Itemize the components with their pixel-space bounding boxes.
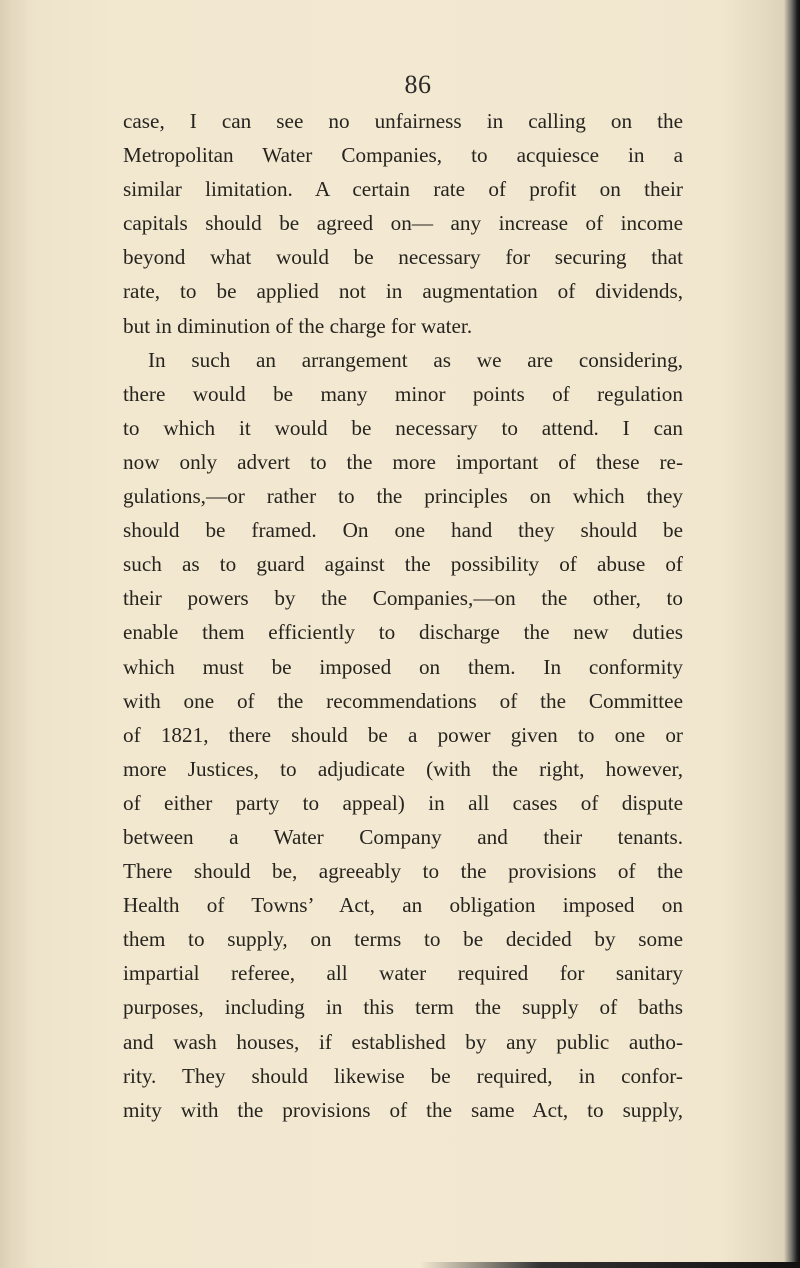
text-line: Health of Towns’ Act, an obligation imposed on — [123, 893, 683, 918]
text-line: impartial referee, all water required for sanitary — [123, 961, 683, 986]
page-bottom-edge — [420, 1262, 800, 1268]
text-line: of either party to appeal) in all cases of dispute — [123, 790, 683, 815]
text-line: them to supply, on terms to be decided by some — [123, 927, 683, 952]
paragraph-start-line: In such an arrangement as we are considering, — [148, 347, 683, 372]
text-line: similar limitation. A certain rate of profit on their — [123, 177, 683, 202]
text-line: There should be, agreeably to the provisions of the — [123, 859, 683, 884]
text-line: enable them efficiently to discharge the new duties — [123, 620, 683, 645]
text-line: gulations,—or rather to the principles on which they — [123, 484, 683, 509]
body-text — [123, 104, 683, 1127]
text-line: but in diminution of the charge for water. — [123, 313, 473, 338]
text-line: rity. They should likewise be required, in confor- — [123, 1063, 683, 1088]
text-line: there would be many minor points of regulation — [123, 381, 683, 406]
text-line: now only advert to the more important of these re- — [123, 449, 683, 474]
text-line: rate, to be applied not in augmentation of dividends, — [123, 279, 683, 304]
text-line: beyond what would be necessary for securing that — [123, 245, 683, 270]
text-line: and wash houses, if established by any public autho- — [123, 1029, 683, 1054]
text-line: more Justices, to adjudicate (with the right, however, — [123, 756, 683, 781]
page-number: 86 — [404, 70, 432, 99]
binding-edge — [784, 0, 800, 1268]
text-line: which must be imposed on them. In conformity — [123, 654, 683, 679]
page-gutter-shadow — [0, 0, 30, 1268]
text-line: case, I can see no unfairness in calling on the — [123, 109, 683, 133]
text-line: such as to guard against the possibility of abuse of — [123, 552, 683, 577]
text-line: should be framed. On one hand they should be — [123, 518, 683, 543]
text-line: of 1821, there should be a power given to one or — [123, 722, 683, 747]
text-line: Metropolitan Water Companies, to acquiesce in a — [123, 143, 683, 168]
text-line: mity with the provisions of the same Act, to supply, — [123, 1097, 683, 1122]
text-line: their powers by the Companies,—on the other, to — [123, 586, 683, 611]
text-line: with one of the recommendations of the Committee — [123, 688, 683, 713]
text-line: capitals should be agreed on— any increase of income — [123, 211, 683, 236]
text-line: to which it would be necessary to attend. I can — [123, 415, 683, 440]
text-line: purposes, including in this term the supply of baths — [123, 995, 683, 1020]
text-line: between a Water Company and their tenants. — [123, 824, 683, 849]
